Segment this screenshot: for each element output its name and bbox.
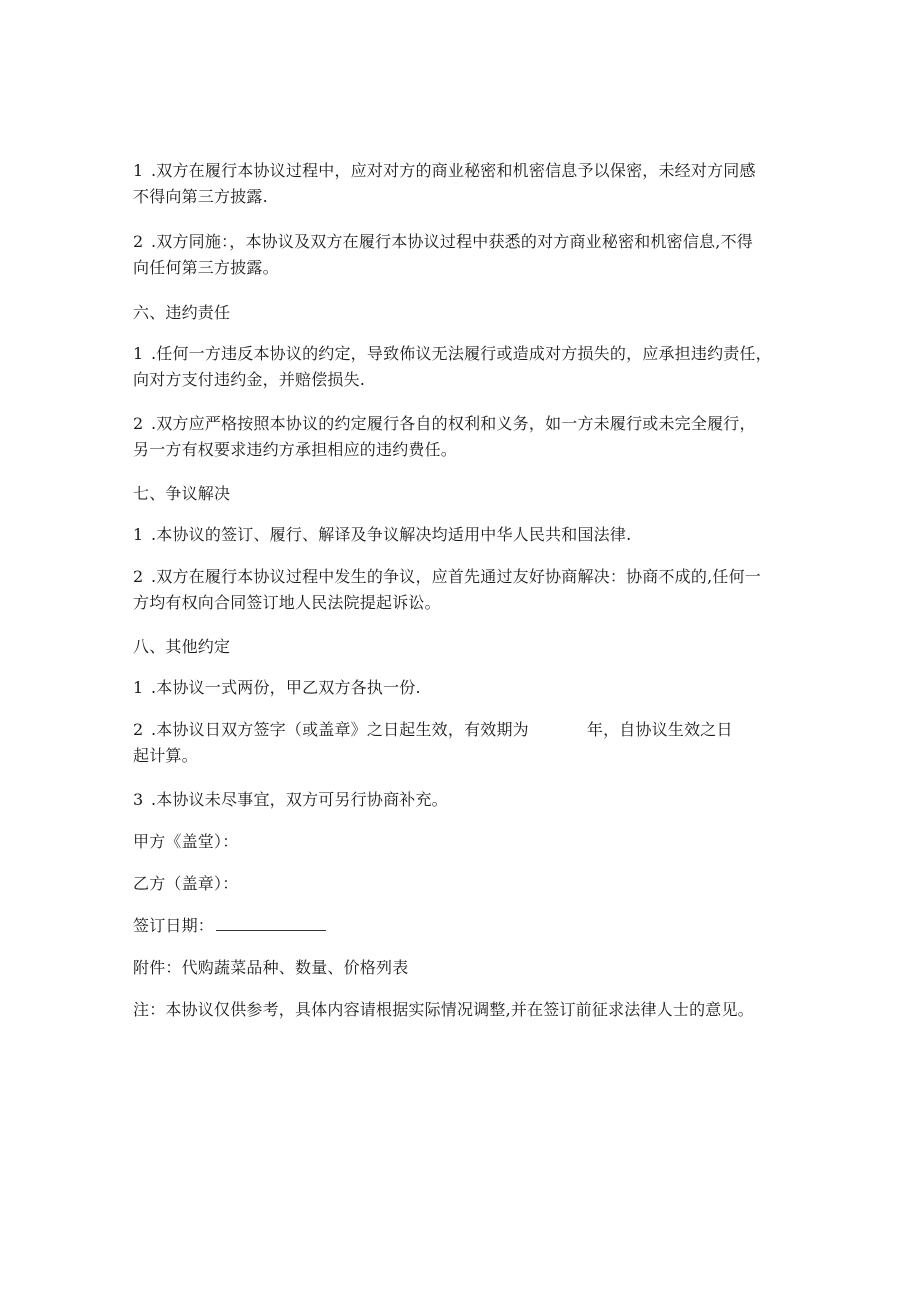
sec5-item1-line2: 不得向第三方披露. — [133, 187, 268, 206]
item-text: .双方在履行本协议过程中发生的争议，应首先通过友好协商解决：协商不成的,任何一 — [151, 567, 761, 586]
item-text-cont: 年，自协议生效之日 — [586, 720, 733, 739]
sec5-item1-line1 — [133, 160, 756, 182]
note-line: 注：本协议仅供参考，具体内容请根据实际情况调整,并在签订前征求法律人士的意见。 — [133, 1000, 754, 1019]
sec5-item2-line1 — [133, 231, 753, 253]
sec6-item2-line1 — [133, 413, 756, 435]
sec5-item2-line2: 向任何第三方披露。 — [133, 258, 279, 277]
item-number: 1 — [133, 344, 144, 363]
sec8-item3-line1 — [133, 789, 448, 811]
item-text: .本协议的签订、履行、解译及争议解决均适用中华人民共和国法律. — [151, 525, 632, 544]
sec8-item2-line1 — [133, 719, 733, 741]
item-text: .本协议一式两份，甲乙双方各执一份. — [151, 678, 421, 697]
sec7-item1-line1 — [133, 524, 631, 546]
sign-date-row — [133, 915, 326, 937]
party-a-seal: 甲方《盖堂）： — [133, 832, 239, 851]
sec7-heading: 七、争议解决 — [133, 484, 231, 503]
sec7-item2-line2: 方均有权向合同签订地人民法院提起诉讼。 — [133, 593, 441, 612]
sec8-item2-line2: 起计算。 — [133, 746, 198, 765]
sign-date-blank — [216, 916, 326, 931]
item-number: 3 — [133, 790, 144, 809]
item-text: .双方在履行本协议过程中，应对对方的商业秘密和机密信息予以保密，未经对方同感 — [151, 161, 756, 180]
item-text: .任何一方违反本协议的约定，导致佈议无法履行或造成对方损失的，应承担违约责任， — [151, 344, 772, 363]
item-number: 2 — [133, 720, 144, 739]
item-text: .本协议未尽事宜，双方可另行协商补充。 — [151, 790, 448, 809]
sec7-item2-line1 — [133, 566, 761, 588]
item-number: 1 — [133, 161, 144, 180]
sign-date-label: 签订日期： — [133, 916, 215, 935]
sec6-heading: 六、违约责任 — [133, 303, 231, 322]
item-number: 2 — [133, 414, 144, 433]
sec6-item2-line2: 另一方有权要求违约方承担相应的违约费任。 — [133, 440, 458, 459]
item-text: .双方应严格按照本协议的约定履行各自的权利和义务，如一方未履行或未完全履行， — [151, 414, 756, 433]
item-text: .本协议日双方签字（或盖章》之日起生效，有效期为 — [151, 720, 529, 739]
item-number: 2 — [133, 232, 144, 251]
item-number: 1 — [133, 678, 144, 697]
sec8-heading: 八、其他约定 — [133, 637, 231, 656]
sec8-item1-line1 — [133, 677, 421, 699]
party-b-seal: 乙方（盖章）： — [133, 874, 239, 893]
sec6-item1-line1 — [133, 343, 772, 365]
sec6-item1-line2: 向对方支付违约金，并赔偿损失. — [133, 370, 366, 389]
item-number: 2 — [133, 567, 144, 586]
attachment-line: 附件：代购蔬菜品种、数量、价格列表 — [133, 958, 409, 977]
item-text: .双方同施：，本协议及双方在履行本协议过程中获悉的对方商业秘密和机密信息,不得 — [151, 232, 753, 251]
item-number: 1 — [133, 525, 144, 544]
